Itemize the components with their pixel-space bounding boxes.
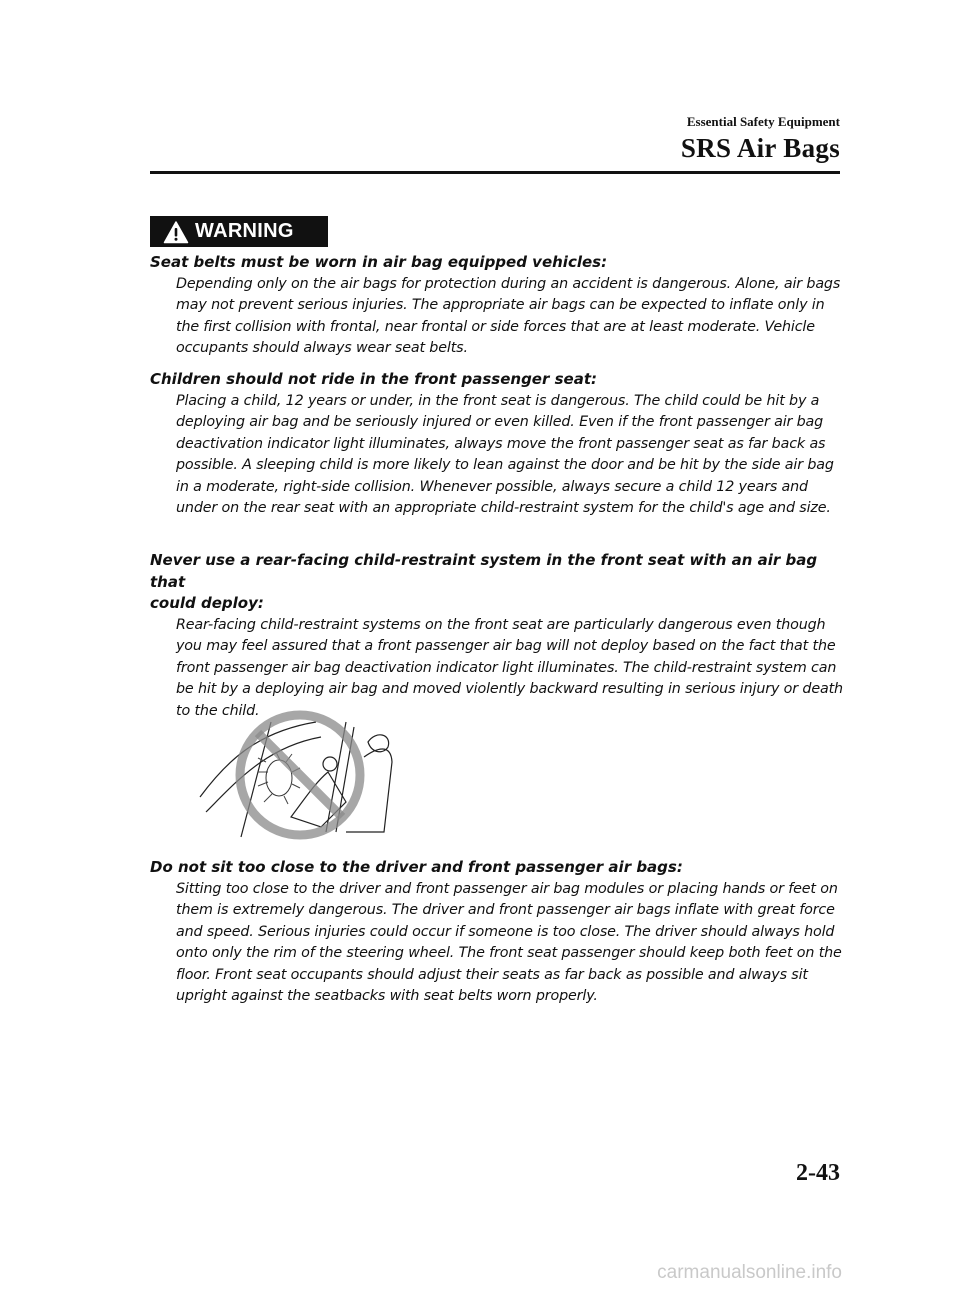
warning-section-seat-belts bbox=[150, 252, 850, 360]
section-body: Rear-facing child-restraint systems on the front seat are particularly dangerous even though you may feel assured that a front passenger air bag will not deploy based on the fact that the front passenger air bag deactivation indicator light illuminates. The child-restraint system can be hit by a deploying air bag and moved violently backward resulting in serious injury or death to the child. bbox=[176, 616, 843, 719]
warning-section-rear-facing bbox=[150, 550, 850, 722]
section-heading: Seat belts must be worn in air bag equipped vehicles: bbox=[150, 253, 608, 271]
warning-section-sit-too-close bbox=[150, 857, 850, 1008]
seat-back bbox=[346, 749, 392, 832]
section-body: Placing a child, 12 years or under, in the front seat is dangerous. The child could be hit by a deploying air bag and be seriously injured or even killed. Even if the front passenger air bag deactivation indicator light illuminates, always move the front passenger seat as far back as possible. A sleeping child is more likely to lean against the door and be hit by the side air bag in a moderate, right-side collision. Whenever possible, always secure a child 12 years and under on the rear seat with an appropriate child-restraint system for the child's age and size. bbox=[176, 392, 834, 516]
warning-triangle-icon bbox=[163, 220, 189, 244]
section-body: Sitting too close to the driver and front passenger air bag modules or placing hands or feet on them is extremely dangerous. The driver and front passenger air bags inflate with great force and speed. Serious injuries could occur if someone is too close. The driver should always hold onto only the rim of the steering wheel. The front seat passenger should keep both feet on the floor. Front seat occupants should adjust their seats as far back as possible and always sit upright against the seatbacks with seat belts worn properly. bbox=[176, 880, 842, 1004]
child-head bbox=[323, 757, 337, 771]
warning-section-children bbox=[150, 369, 850, 520]
page-number: 2-43 bbox=[796, 1160, 840, 1186]
warning-badge bbox=[150, 216, 328, 247]
section-body: Depending only on the air bags for protection during an accident is dangerous. Alone, air bags may not prevent serious injuries. The appropriate air bags can be expected to inflate only in the first collision with frontal, near frontal or side forces that are at least moderate. Vehicle occupants should always wear seat belts. bbox=[176, 275, 841, 356]
section-heading: Do not sit too close to the driver and front passenger air bags: bbox=[150, 858, 683, 876]
no-rear-facing-child-seat-illustration bbox=[196, 702, 411, 842]
section-title: Essential Safety Equipment bbox=[686, 114, 840, 129]
watermark: carmanualsonline.info bbox=[657, 1262, 842, 1283]
section-heading: Children should not ride in the front passenger seat: bbox=[150, 370, 597, 388]
warning-label: WARNING bbox=[195, 220, 294, 242]
header-divider bbox=[150, 171, 840, 174]
section-heading: Never use a rear-facing child-restraint system in the front seat with an air bag that could deploy: bbox=[150, 551, 818, 612]
page-title: SRS Air Bags bbox=[680, 133, 840, 163]
